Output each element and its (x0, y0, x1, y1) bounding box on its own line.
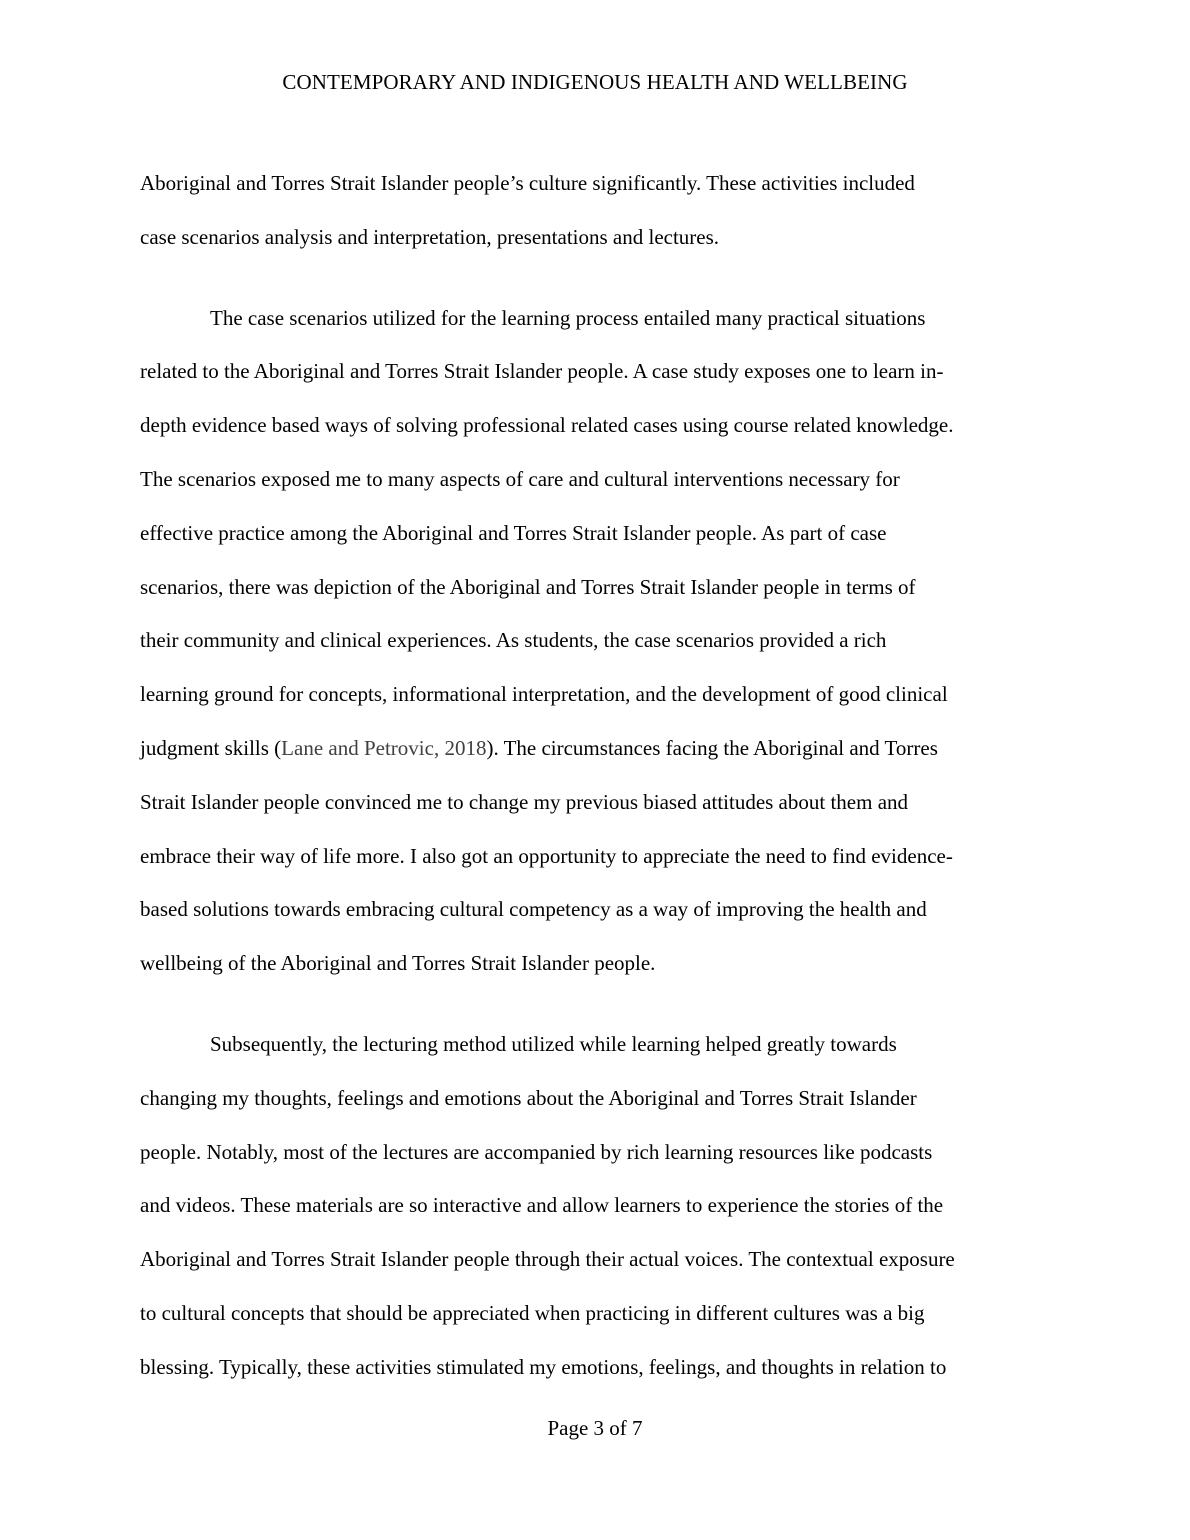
paragraph-line: Aboriginal and Torres Strait Islander people’s culture significantly. These activities included (140, 171, 915, 195)
paragraph-line: depth evidence based ways of solving professional related cases using course related knowledge. (140, 413, 954, 438)
paragraph-line: case scenarios analysis and interpretation, presentations and lectures. (140, 224, 720, 249)
paragraph-3 (140, 1018, 1052, 1395)
paragraph-line: effective practice among the Aboriginal and Torres Strait Islander people. As part of case (140, 520, 887, 545)
paragraph-line: wellbeing of the Aboriginal and Torres Strait Islander people. (140, 951, 656, 976)
paragraph-line: scenarios, there was depiction of the Aboriginal and Torres Strait Islander people in terms of (140, 574, 916, 599)
paragraph-line: The scenarios exposed me to many aspects of care and cultural interventions necessary for (140, 466, 900, 491)
paragraph-2 (140, 292, 1052, 991)
paragraph-line: learning ground for concepts, informational interpretation, and the development of good clinical (140, 682, 948, 707)
paragraph-line: embrace their way of life more. I also got an opportunity to appreciate the need to find evidence- (140, 843, 953, 868)
paragraph-1 (140, 157, 1052, 265)
paragraph-line: their community and clinical experiences. As students, the case scenarios provided a rich (140, 628, 887, 653)
citation-line-after: ). The circumstances facing the Aboriginal and Torres (486, 735, 938, 760)
paragraph-line: Aboriginal and Torres Strait Islander people through their actual voices. The contextual exposure (140, 1247, 955, 1272)
in-text-citation: Lane and Petrovic, 2018 (281, 735, 487, 760)
paragraph-line: blessing. Typically, these activities stimulated my emotions, feelings, and thoughts in relation to (140, 1354, 947, 1379)
document-body (140, 157, 1052, 1395)
paragraph-line: based solutions towards embracing cultural competency as a way of improving the health and (140, 897, 927, 922)
paragraph-line: Strait Islander people convinced me to change my previous biased attitudes about them and (140, 789, 909, 814)
paragraph-line: The case scenarios utilized for the learning process entailed many practical situations (210, 305, 926, 330)
paragraph-line: and videos. These materials are so interactive and allow learners to experience the stories of the (140, 1193, 944, 1218)
paragraph-line: Subsequently, the lecturing method utilized while learning helped greatly towards (210, 1031, 897, 1056)
running-header: CONTEMPORARY AND INDIGENOUS HEALTH AND WELLBEING (282, 70, 908, 94)
paragraph-line: related to the Aboriginal and Torres Strait Islander people. A case study exposes one to learn in- (140, 359, 944, 384)
paragraph-line: changing my thoughts, feelings and emotions about the Aboriginal and Torres Strait Islander (140, 1085, 917, 1110)
paragraph-line: people. Notably, most of the lectures are accompanied by rich learning resources like podcasts (140, 1139, 933, 1164)
citation-line-before: judgment skills ( (140, 735, 282, 760)
citation-line (140, 722, 1052, 776)
page-number: Page 3 of 7 (547, 1416, 643, 1440)
paragraph-line: to cultural concepts that should be appreciated when practicing in different cultures was a big (140, 1300, 925, 1325)
